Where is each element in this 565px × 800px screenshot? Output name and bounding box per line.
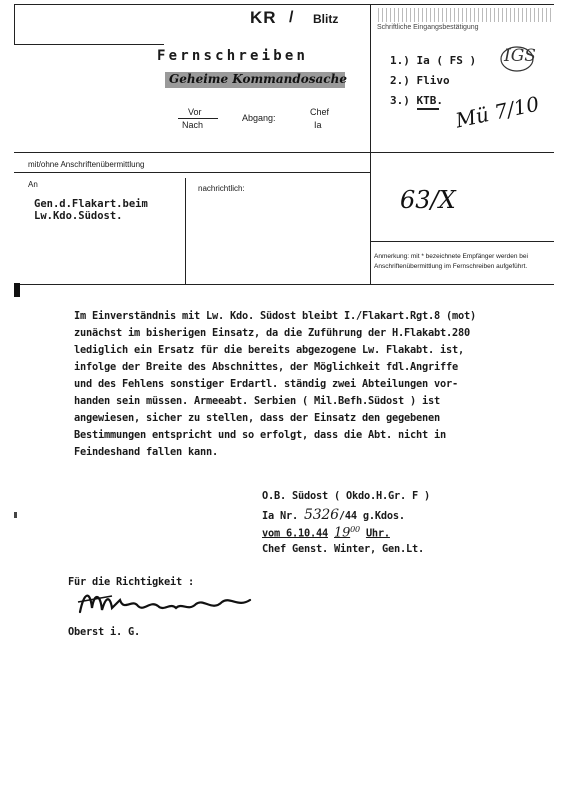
recipient-line-1: Gen.d.Flakart.beim	[34, 198, 148, 210]
body-line-2: zunächst im bisherigen Einsatz, da die Zuführung der H.Flakabt.280	[74, 327, 470, 339]
body-line-6: handen sein müssen. Armeeabt. Serbien ( Mil.Befh.Südost ) ist	[74, 395, 440, 407]
stamp-kr: KR	[250, 8, 277, 27]
signature-ref-number: 5326	[304, 507, 339, 523]
stamp-blitz: Blitz	[313, 12, 339, 26]
signature-time: 19	[334, 525, 351, 541]
receipt-box-header: Schriftliche Eingangsbestätigung	[377, 24, 479, 31]
form-address-divider	[185, 178, 186, 284]
initials-note: IGS	[504, 46, 536, 66]
attestation-signer: Oberst i. G.	[68, 626, 140, 638]
classification-stamp	[165, 72, 345, 88]
form-right-column-border	[370, 4, 371, 284]
address-top-rule	[14, 172, 370, 173]
form-left-border-top	[14, 4, 15, 44]
remark-block	[374, 252, 528, 272]
handwritten-signature-icon	[72, 582, 262, 622]
body-line-3: lediglich ein Ersatz für die bereits abgezogene Lw. Flakabt. ist,	[74, 344, 464, 356]
signature-date: vom 6.10.44	[262, 527, 328, 540]
body-line-4: infolge der Breite des Abschnittes, der Möglichkeit fdl.Angriffe	[74, 361, 458, 373]
distribution-item-3: 3.) KTB.	[390, 94, 443, 107]
stamp-slash: /	[289, 9, 294, 26]
nachrichtlich-label: nachrichtlich:	[198, 184, 245, 193]
signature-line-1: O.B. Südost ( Okdo.H.Gr. F )	[262, 490, 430, 502]
body-line-5: und des Fehlens sonstiger Erdartl. ständig zwei Abteilungen vor-	[74, 378, 458, 390]
an-label: An	[28, 180, 38, 189]
remark-line-1: Anmerkung: mit * bezeichnete Empfänger werden bei	[374, 253, 528, 260]
vor-nach-rule	[178, 118, 218, 119]
initials-circle-icon	[498, 44, 536, 74]
body-line-1: Im Einverständnis mit Lw. Kdo. Südost bleibt I./Flakart.Rgt.8 (mot)	[74, 310, 476, 322]
body-line-9: Feindeshand fallen kann.	[74, 446, 218, 458]
signature-line-4: Chef Genst. Winter, Gen.Lt.	[262, 543, 424, 555]
transmission-label: mit/ohne Anschriftenübermittlung	[28, 160, 145, 169]
signature-ref-suffix: /44 g.Kdos.	[338, 510, 405, 522]
form-top-border	[14, 4, 554, 5]
handwritten-paraph: Mü 7/10	[453, 91, 542, 133]
recipient-line-2: Lw.Kdo.Südost.	[34, 210, 123, 222]
body-line-8: Bestimmungen entspricht und so erfolgt, dass die Abt. nicht in	[74, 429, 446, 441]
vor-label: Vor	[188, 107, 202, 117]
attestation-label: Für die Richtigkeit :	[68, 576, 194, 588]
signature-ref-prefix: Ia Nr.	[262, 510, 298, 522]
form-mid-rule	[14, 152, 554, 153]
abgang-label: Abgang:	[242, 113, 276, 123]
form-title-rule	[14, 44, 164, 45]
signature-line-2	[262, 507, 405, 523]
nach-label: Nach	[182, 120, 204, 130]
classification-text: Geheime Kommandosache	[169, 72, 347, 86]
distribution-item-2: 2.) Flivo	[390, 74, 450, 87]
form-title: Fernschreiben	[157, 48, 309, 64]
form-bottom-rule	[14, 284, 554, 285]
signature-line-3	[262, 525, 390, 540]
remark-top-rule	[370, 241, 554, 242]
body-line-7: angewiesen, sicher zu stellen, dass der Einsatz den gegebenen	[74, 412, 440, 424]
remark-line-2: Anschriftenübermittlung im Fernschreiben aufgeführt.	[374, 263, 528, 270]
chef-label: Chef	[310, 107, 330, 117]
receipt-box-shading	[375, 8, 551, 22]
punch-mark	[14, 283, 20, 297]
reference-number: 63/X	[400, 186, 456, 214]
signature-time-unit: Uhr.	[365, 527, 390, 540]
ktb-underline	[417, 108, 439, 110]
signature-time-sup: 00	[350, 525, 360, 534]
scan-mark	[14, 512, 17, 518]
receipt-box	[375, 8, 551, 36]
ia-label: Ia	[314, 120, 322, 130]
distribution-item-1: 1.) Ia ( FS )	[390, 54, 477, 67]
